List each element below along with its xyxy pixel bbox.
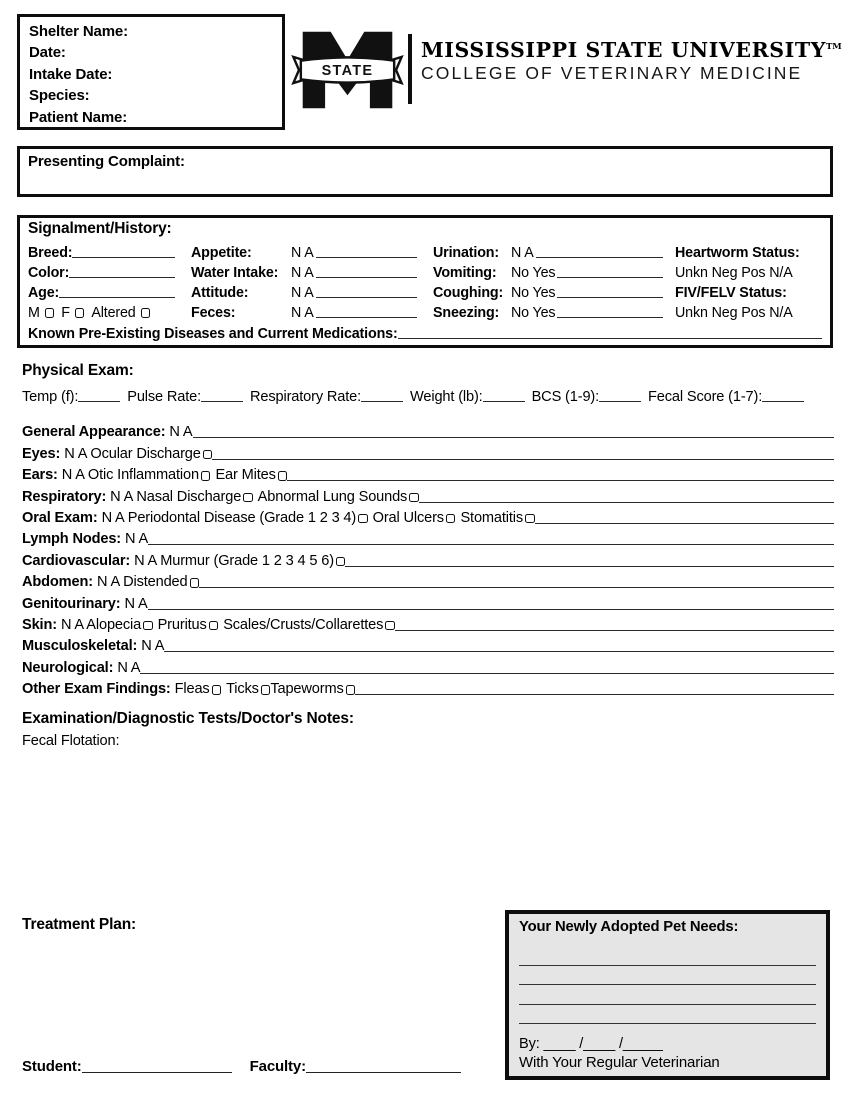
student-label: Student:	[22, 1058, 82, 1075]
stomatitis-checkbox-icon	[525, 514, 535, 524]
blank-line	[361, 398, 403, 402]
exam-label: Musculoskeletal:	[22, 638, 138, 655]
blank-line	[287, 477, 834, 481]
ticks-checkbox-icon	[261, 685, 271, 695]
respiratory-rate-label: Respiratory Rate:	[250, 389, 362, 405]
known-diseases-label: Known Pre-Existing Diseases and Current Medications:	[28, 326, 398, 342]
blank-line	[201, 398, 243, 402]
known-diseases-line	[28, 321, 822, 342]
exam-line-abdomen: Abdomen: N A Distended	[22, 570, 834, 591]
exam-line-respiratory: Respiratory: N A Nasal Discharge Abnormal Lung Sounds	[22, 484, 834, 505]
blank-line	[762, 398, 804, 402]
exam-line-genitourinary: Genitourinary: N A	[22, 591, 834, 612]
na-text: N A	[291, 245, 314, 261]
blank-line	[557, 274, 663, 278]
blank-line	[59, 294, 175, 298]
blank-line	[78, 398, 120, 402]
exam-line-general-appearance: General Appearance: N A	[22, 420, 834, 441]
male-label: M	[28, 305, 40, 321]
blank-line	[193, 434, 835, 438]
signalment-row	[28, 261, 822, 281]
color-label: Color:	[28, 265, 70, 281]
alopecia-checkbox-icon	[143, 621, 153, 631]
altered-label: Altered	[91, 305, 136, 321]
writing-line	[519, 946, 816, 966]
ocular-discharge-checkbox-icon	[203, 450, 213, 460]
presenting-complaint-label: Presenting Complaint:	[28, 153, 185, 170]
scales-crusts-collarettes-checkbox-icon	[385, 621, 395, 631]
blank-line	[536, 254, 663, 258]
vitals-row	[22, 383, 834, 405]
water-intake-label: Water Intake:	[191, 265, 279, 281]
exam-line-neurological: Neurological: N A	[22, 655, 834, 676]
regular-veterinarian-note: With Your Regular Veterinarian	[519, 1054, 720, 1071]
blank-line	[355, 691, 834, 695]
student-signature-line	[82, 1069, 232, 1073]
vomiting-label: Vomiting:	[433, 265, 497, 281]
faculty-signature-line	[306, 1069, 461, 1073]
exam-label: Genitourinary:	[22, 595, 121, 612]
by-date-line: By: ____ /____ /_____	[519, 1036, 663, 1052]
patient-name-label: Patient Name:	[29, 108, 128, 126]
signature-row	[22, 1053, 487, 1075]
blank-line	[557, 314, 663, 318]
fecal-flotation-label: Fecal Flotation:	[22, 733, 120, 749]
signalment-row	[28, 241, 822, 261]
sneezing-label: Sneezing:	[433, 305, 500, 321]
otic-inflammation-checkbox-icon	[201, 471, 211, 481]
faculty-label: Faculty:	[249, 1058, 306, 1075]
male-checkbox-icon	[45, 308, 55, 318]
na-text: N A	[291, 285, 314, 301]
blank-line	[398, 335, 822, 339]
blank-line	[395, 627, 834, 631]
shelter-name-label: Shelter Name:	[29, 23, 128, 40]
blank-line	[483, 398, 525, 402]
exam-label: Eyes:	[22, 445, 61, 462]
blank-line	[148, 541, 834, 545]
m-state-logo-icon	[289, 28, 406, 112]
weight-label: Weight (lb):	[410, 389, 483, 405]
abnormal-lung-sounds-checkbox-icon	[409, 493, 419, 503]
species-label: Species:	[29, 87, 90, 105]
distended-checkbox-icon	[190, 578, 200, 588]
exam-label: Cardiovascular:	[22, 552, 131, 569]
exam-line-skin: Skin: N A Alopecia Pruritus Scales/Crusts/Collarettes	[22, 613, 834, 634]
signalment-title: Signalment/History:	[28, 220, 172, 237]
treatment-plan-title: Treatment Plan:	[22, 916, 137, 933]
heartworm-options: Unkn Neg Pos N/A	[675, 265, 793, 281]
blank-line	[140, 670, 834, 674]
blank-line	[316, 274, 417, 278]
exam-line-musculoskeletal: Musculoskeletal: N A	[22, 634, 834, 655]
blank-line	[164, 648, 834, 652]
murmur-checkbox-icon	[336, 557, 346, 567]
age-label: Age:	[28, 285, 60, 301]
exam-label: Skin:	[22, 616, 57, 633]
na-text: N A	[291, 305, 314, 321]
exam-label: Abdomen:	[22, 574, 93, 591]
na-text: N A	[511, 245, 534, 261]
exam-line-eyes: Eyes: N A Ocular Discharge	[22, 441, 834, 462]
fecal-score-label: Fecal Score (1-7):	[648, 389, 763, 405]
attitude-label: Attitude:	[191, 285, 249, 301]
brand-divider	[408, 34, 412, 104]
adopted-pet-needs-title: Your Newly Adopted Pet Needs:	[519, 919, 739, 935]
writing-line	[519, 985, 816, 1005]
periodontal-disease-checkbox-icon	[358, 514, 368, 524]
patient-id-box	[17, 14, 285, 130]
blank-line	[148, 606, 834, 610]
blank-line	[599, 398, 641, 402]
ear-mites-checkbox-icon	[278, 471, 288, 481]
intake-date-label: Intake Date:	[29, 65, 113, 83]
urination-label: Urination:	[433, 245, 500, 261]
presenting-complaint-box	[17, 146, 833, 197]
altered-checkbox-icon	[141, 308, 151, 318]
blank-line	[535, 520, 834, 524]
oral-ulcers-checkbox-icon	[446, 514, 456, 524]
bcs-label: BCS (1-9):	[531, 389, 600, 405]
pruritus-checkbox-icon	[209, 621, 219, 631]
fiv-felv-status-label: FIV/FELV Status:	[675, 285, 787, 301]
svg-text:STATE: STATE	[321, 63, 374, 80]
signalment-row	[28, 281, 822, 301]
exam-findings-section	[22, 420, 834, 698]
heartworm-status-label: Heartworm Status:	[675, 245, 800, 261]
university-wordmark	[421, 38, 842, 62]
trademark-symbol: TM	[825, 42, 842, 53]
signalment-row	[28, 301, 822, 321]
female-checkbox-icon	[75, 308, 85, 318]
blank-line	[199, 584, 834, 588]
blank-line	[345, 563, 834, 567]
exam-line-ears: Ears: N A Otic Inflammation Ear Mites	[22, 463, 834, 484]
blank-line	[557, 294, 663, 298]
blank-line	[316, 294, 417, 298]
nasal-discharge-checkbox-icon	[243, 493, 253, 503]
exam-label: Neurological:	[22, 659, 114, 676]
fleas-checkbox-icon	[212, 685, 222, 695]
no-yes-text: No Yes	[511, 285, 556, 301]
sex-altered-row	[28, 305, 191, 321]
breed-label: Breed:	[28, 245, 73, 261]
pulse-rate-label: Pulse Rate:	[127, 389, 202, 405]
writing-line	[519, 966, 816, 986]
writing-line	[519, 1005, 816, 1025]
exam-label: Other Exam Findings:	[22, 681, 171, 698]
temp-label: Temp (f):	[22, 389, 79, 405]
doctors-notes-title: Examination/Diagnostic Tests/Doctor's Notes:	[22, 710, 354, 727]
feces-label: Feces:	[191, 305, 236, 321]
blank-line	[72, 254, 175, 258]
blank-line	[212, 456, 834, 460]
blank-line	[419, 499, 834, 503]
date-label: Date:	[29, 44, 66, 62]
exam-line-oral: Oral Exam: N A Periodontal Disease (Grade 1 2 3 4) Oral Ulcers Stomatitis	[22, 506, 834, 527]
exam-label: Respiratory:	[22, 488, 107, 505]
physical-exam-title: Physical Exam:	[22, 362, 134, 379]
blank-line	[69, 274, 175, 278]
exam-line-other-findings: Other Exam Findings: Fleas Ticks Tapeworms	[22, 677, 834, 698]
no-yes-text: No Yes	[511, 265, 556, 281]
exam-label: Ears:	[22, 467, 58, 484]
fiv-felv-options: Unkn Neg Pos N/A	[675, 305, 793, 321]
no-yes-text: No Yes	[511, 305, 556, 321]
exam-label: General Appearance:	[22, 424, 166, 441]
exam-label: Lymph Nodes:	[22, 531, 122, 548]
college-wordmark: COLLEGE OF VETERINARY MEDICINE	[421, 63, 803, 83]
appetite-label: Appetite:	[191, 245, 252, 261]
exam-line-lymph-nodes: Lymph Nodes: N A	[22, 527, 834, 548]
exam-line-cardiovascular: Cardiovascular: N A Murmur (Grade 1 2 3 4 5 6)	[22, 548, 834, 569]
adopted-pet-needs-box	[505, 910, 830, 1080]
blank-line	[316, 314, 417, 318]
female-label: F	[61, 305, 70, 321]
tapeworms-checkbox-icon	[346, 685, 356, 695]
coughing-label: Coughing:	[433, 285, 504, 301]
blank-line	[316, 254, 417, 258]
university-name: MISSISSIPPI STATE UNIVERSITY	[421, 38, 826, 62]
exam-label: Oral Exam:	[22, 509, 98, 526]
na-text: N A	[291, 265, 314, 281]
signalment-history-box	[17, 215, 833, 348]
